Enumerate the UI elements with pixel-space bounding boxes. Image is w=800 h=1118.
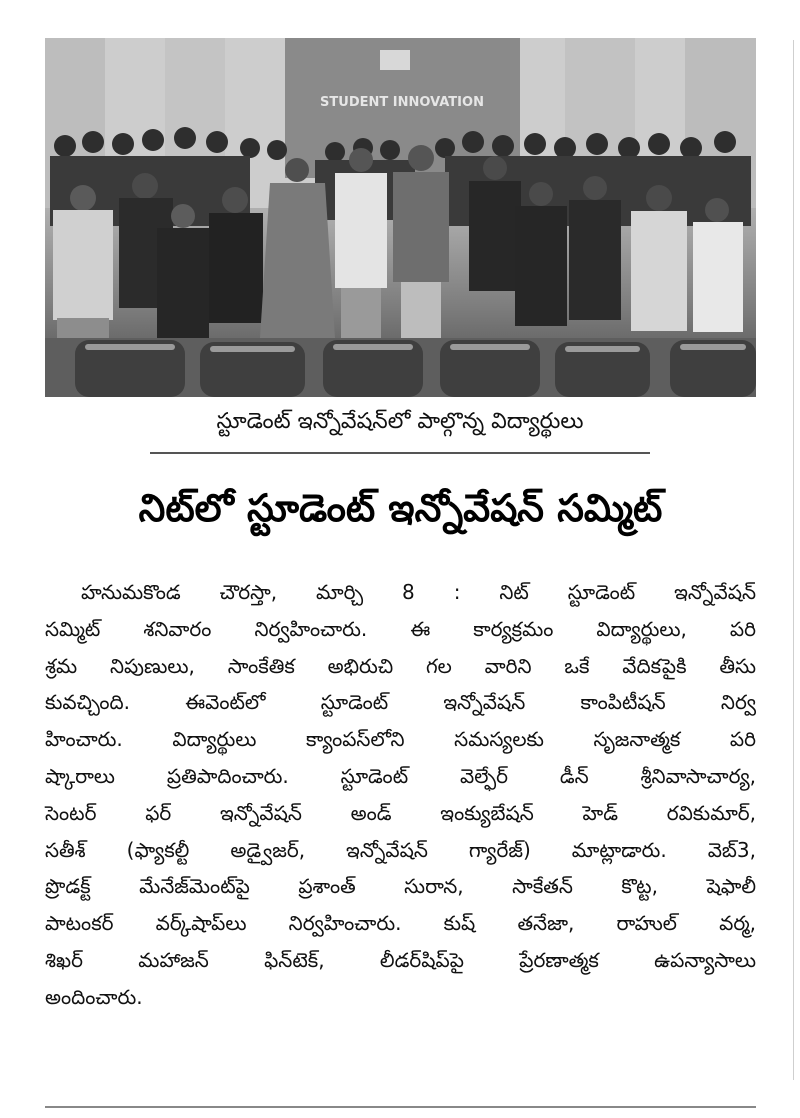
article-line: సమ్మిట్ శనివారం నిర్వహించారు. ఈ కార్యక్రమం విద్యార్థులు, పరి — [45, 616, 756, 641]
article-body — [45, 574, 756, 1016]
article-line: సతీశ్ (ఫ్యాకల్టీ అడ్వైజర్, ఇన్నోవేషన్ గ్యారేజ్) మాట్లాడారు. వెబ్3, — [45, 837, 756, 862]
article-line: ష్కారాలు ప్రతిపాదించారు. స్టూడెంట్ వెల్ఫేర్ డీన్ శ్రీనివాసాచార్య, — [45, 763, 756, 788]
group-photo-illustration — [45, 38, 756, 397]
bottom-rule — [45, 1106, 756, 1108]
article-line: కువచ్చింది. ఈవెంట్‌లో స్టూడెంట్ ఇన్నోవేషన్ కాంపిటీషన్ నిర్వ — [45, 690, 756, 715]
page-edge-rule — [793, 40, 794, 1080]
article-line: హించారు. విద్యార్థులు క్యాంపస్‌లోని సమస్యలకు సృజనాత్మక పరి — [45, 727, 756, 752]
article-line: పాటంకర్ వర్క్‌షాప్‌లు నిర్వహించారు. కుష్ తనేజా, రాహుల్ వర్మ, — [45, 911, 756, 936]
banner-text: STUDENT INNOVATION — [320, 95, 484, 110]
article-line: సెంటర్ ఫర్ ఇన్నోవేషన్ అండ్ ఇంక్యుబేషన్ హెడ్ రవికుమార్, — [45, 800, 756, 825]
caption-underline — [150, 452, 650, 454]
article-line: అందించారు. — [45, 984, 143, 1009]
article-line: ప్రొడక్ట్ మేనేజ్‌మెంట్‌పై ప్రశాంత్ సురాన, సాకేతన్ కొట్ట, షెఫాలీ — [45, 874, 756, 899]
article-headline: నిట్‌లో స్టూడెంట్ ఇన్నోవేషన్ సమ్మిట్ — [138, 486, 663, 530]
article-line: శ్రమ నిపుణులు, సాంకేతిక అభిరుచి గల వారిని ఒకే వేదికపైకి తీసు — [45, 653, 756, 678]
article-line: శిఖర్ మహాజన్ ఫిన్‌టెక్, లీడర్‌షిప్‌పై ప్రేరణాత్మక ఉపన్యాసాలు — [45, 947, 756, 972]
photo-caption: స్టూడెంట్ ఇన్నోవేషన్‌లో పాల్గొన్న విద్యార్థులు — [216, 409, 584, 434]
group-photo — [45, 38, 756, 397]
article-line: హనుమకొండ చౌరస్తా, మార్చి 8 : నిట్ స్టూడెంట్ ఇన్నోవేషన్ — [81, 580, 756, 604]
